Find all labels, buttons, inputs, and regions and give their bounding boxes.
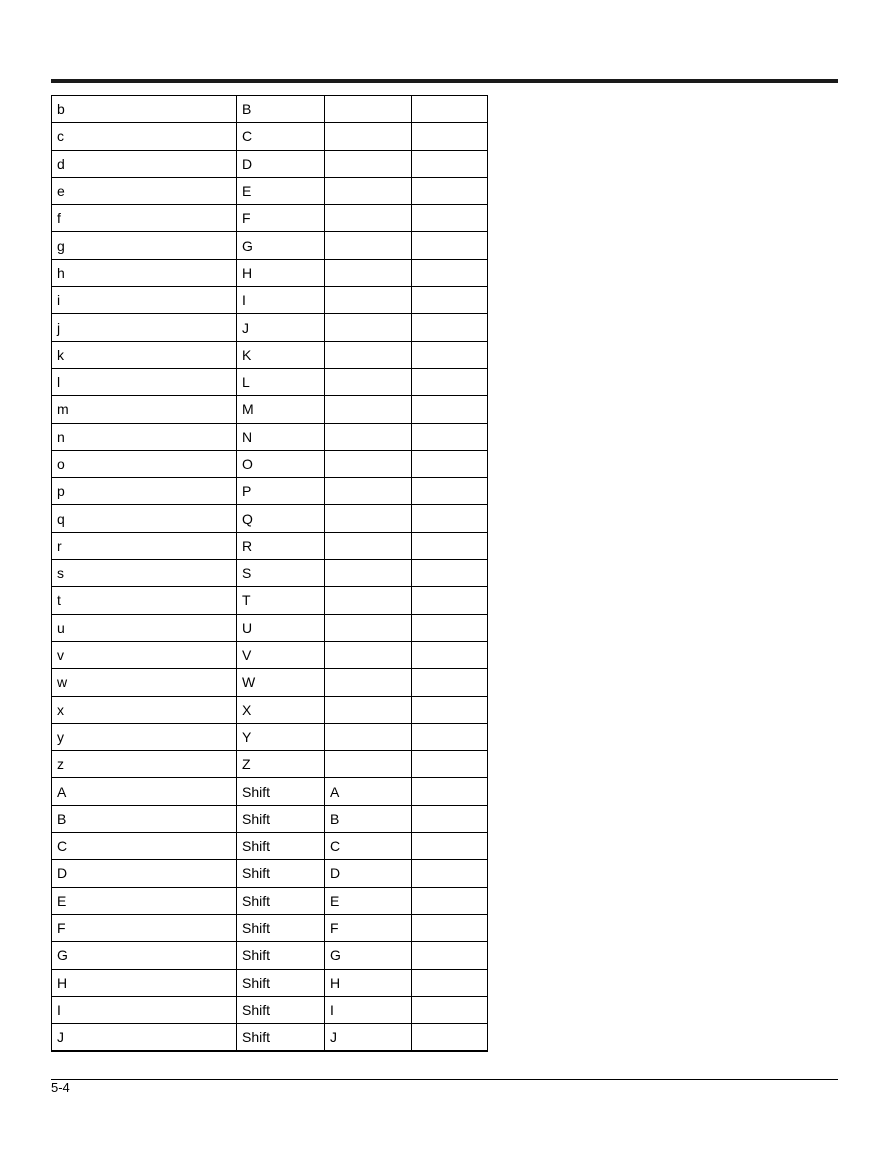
table-cell — [412, 450, 488, 477]
table-cell: J — [237, 314, 325, 341]
table-cell — [325, 287, 412, 314]
table-cell — [412, 969, 488, 996]
table-cell: M — [237, 396, 325, 423]
table-cell: I — [52, 996, 237, 1023]
table-row — [52, 969, 488, 996]
table-cell: Shift — [237, 887, 325, 914]
table-cell — [325, 478, 412, 505]
table-row — [52, 914, 488, 941]
table-cell: f — [52, 205, 237, 232]
table-row — [52, 96, 488, 123]
table-cell: p — [52, 478, 237, 505]
table-cell — [412, 150, 488, 177]
table-cell: Q — [237, 505, 325, 532]
table-cell: c — [52, 123, 237, 150]
table-row — [52, 587, 488, 614]
table-row — [52, 532, 488, 559]
table-cell: z — [52, 751, 237, 778]
table-cell — [325, 614, 412, 641]
table-row — [52, 478, 488, 505]
table-cell: A — [52, 778, 237, 805]
table-cell: X — [237, 696, 325, 723]
table-cell — [412, 478, 488, 505]
table-cell: F — [52, 914, 237, 941]
table-cell — [325, 587, 412, 614]
table-cell — [412, 287, 488, 314]
table-cell: V — [237, 641, 325, 668]
table-cell — [412, 396, 488, 423]
table-row — [52, 723, 488, 750]
table-cell: Shift — [237, 833, 325, 860]
table-body — [52, 96, 488, 1052]
table-cell — [412, 587, 488, 614]
table-row — [52, 696, 488, 723]
table-cell: W — [237, 669, 325, 696]
table-row — [52, 641, 488, 668]
table-cell: Shift — [237, 914, 325, 941]
table-cell — [325, 641, 412, 668]
table-row — [52, 1024, 488, 1052]
table-cell: I — [325, 996, 412, 1023]
table-cell — [412, 532, 488, 559]
table-cell: R — [237, 532, 325, 559]
table-cell: G — [52, 942, 237, 969]
table-cell — [325, 669, 412, 696]
table-cell — [412, 669, 488, 696]
table-cell — [325, 341, 412, 368]
table-cell: x — [52, 696, 237, 723]
table-cell — [412, 123, 488, 150]
table-cell — [412, 341, 488, 368]
table-cell — [325, 505, 412, 532]
table-cell: B — [325, 805, 412, 832]
table-cell — [412, 942, 488, 969]
table-cell — [412, 505, 488, 532]
table-cell: J — [52, 1024, 237, 1052]
table-row — [52, 887, 488, 914]
table-cell: C — [325, 833, 412, 860]
table-cell — [412, 833, 488, 860]
table-cell: Z — [237, 751, 325, 778]
table-row — [52, 942, 488, 969]
table-row — [52, 860, 488, 887]
table-cell: o — [52, 450, 237, 477]
table-cell — [412, 914, 488, 941]
table-cell — [325, 723, 412, 750]
table-row — [52, 259, 488, 286]
table-row — [52, 751, 488, 778]
table-row — [52, 314, 488, 341]
table-cell: r — [52, 532, 237, 559]
table-cell: T — [237, 587, 325, 614]
table-row — [52, 805, 488, 832]
table-cell — [325, 368, 412, 395]
table-cell: g — [52, 232, 237, 259]
table-cell: Shift — [237, 969, 325, 996]
table-row — [52, 287, 488, 314]
table-cell: m — [52, 396, 237, 423]
table-cell: G — [237, 232, 325, 259]
table-cell: C — [237, 123, 325, 150]
table-cell — [325, 259, 412, 286]
table-cell: E — [52, 887, 237, 914]
table-cell — [325, 696, 412, 723]
table-cell: I — [237, 287, 325, 314]
table-cell — [412, 641, 488, 668]
table-cell: b — [52, 96, 237, 123]
table-cell — [325, 450, 412, 477]
table-cell — [325, 560, 412, 587]
table-cell: H — [52, 969, 237, 996]
table-cell — [325, 532, 412, 559]
table-cell — [412, 696, 488, 723]
table-row — [52, 177, 488, 204]
table-cell: t — [52, 587, 237, 614]
table-cell: S — [237, 560, 325, 587]
page-number: 5-4 — [51, 1080, 70, 1095]
table-cell: v — [52, 641, 237, 668]
header-rule — [51, 79, 838, 83]
table-row — [52, 505, 488, 532]
table-cell: Shift — [237, 996, 325, 1023]
table-cell — [412, 368, 488, 395]
table-row — [52, 205, 488, 232]
table-cell: w — [52, 669, 237, 696]
table-row — [52, 996, 488, 1023]
table-cell — [412, 96, 488, 123]
table-cell — [412, 996, 488, 1023]
table-cell: G — [325, 942, 412, 969]
table-row — [52, 669, 488, 696]
table-cell — [325, 177, 412, 204]
table-cell — [325, 423, 412, 450]
table-cell — [325, 205, 412, 232]
table-cell: q — [52, 505, 237, 532]
table-cell — [412, 887, 488, 914]
table-cell: B — [237, 96, 325, 123]
table-cell: F — [237, 205, 325, 232]
table-cell: d — [52, 150, 237, 177]
table-cell — [412, 614, 488, 641]
table-cell: l — [52, 368, 237, 395]
table-cell: D — [237, 150, 325, 177]
table-cell: P — [237, 478, 325, 505]
table-row — [52, 123, 488, 150]
table-cell: C — [52, 833, 237, 860]
table-cell: s — [52, 560, 237, 587]
table-row — [52, 614, 488, 641]
table-cell: Shift — [237, 805, 325, 832]
table-cell: D — [325, 860, 412, 887]
table-cell: Shift — [237, 1024, 325, 1052]
table-cell: D — [52, 860, 237, 887]
table-cell — [325, 751, 412, 778]
table-cell — [412, 860, 488, 887]
table-cell — [325, 232, 412, 259]
table-cell: h — [52, 259, 237, 286]
table-cell: K — [237, 341, 325, 368]
table-cell — [412, 1024, 488, 1052]
table-row — [52, 396, 488, 423]
table-cell: L — [237, 368, 325, 395]
table-cell — [325, 96, 412, 123]
table-cell: n — [52, 423, 237, 450]
table-cell: E — [325, 887, 412, 914]
table-cell: H — [325, 969, 412, 996]
table-cell — [412, 560, 488, 587]
table-cell: N — [237, 423, 325, 450]
table-cell — [325, 396, 412, 423]
table-row — [52, 833, 488, 860]
table-cell: u — [52, 614, 237, 641]
table-row — [52, 150, 488, 177]
table-cell — [325, 123, 412, 150]
table-cell — [412, 259, 488, 286]
table-row — [52, 423, 488, 450]
table-cell: Shift — [237, 942, 325, 969]
table-cell — [412, 805, 488, 832]
table-cell: j — [52, 314, 237, 341]
table-cell: F — [325, 914, 412, 941]
table-row — [52, 368, 488, 395]
table-cell: i — [52, 287, 237, 314]
table-cell: U — [237, 614, 325, 641]
table-cell: O — [237, 450, 325, 477]
table-cell: A — [325, 778, 412, 805]
table-row — [52, 560, 488, 587]
footer-rule — [51, 1079, 838, 1080]
table-cell — [412, 778, 488, 805]
table-cell — [412, 423, 488, 450]
table-cell: Shift — [237, 778, 325, 805]
table-cell — [412, 314, 488, 341]
table-cell — [412, 723, 488, 750]
table-cell: B — [52, 805, 237, 832]
table-cell: k — [52, 341, 237, 368]
table-cell: E — [237, 177, 325, 204]
table-cell: Y — [237, 723, 325, 750]
table-row — [52, 232, 488, 259]
table-cell — [412, 751, 488, 778]
table-row — [52, 778, 488, 805]
table-cell — [412, 232, 488, 259]
table-cell: e — [52, 177, 237, 204]
table-cell: J — [325, 1024, 412, 1052]
table-cell — [325, 150, 412, 177]
key-mapping-table — [51, 95, 488, 1052]
table-cell — [325, 314, 412, 341]
table-row — [52, 450, 488, 477]
table-cell — [412, 177, 488, 204]
table-cell — [412, 205, 488, 232]
table-row — [52, 341, 488, 368]
table-cell: Shift — [237, 860, 325, 887]
table-cell: y — [52, 723, 237, 750]
table-cell: H — [237, 259, 325, 286]
